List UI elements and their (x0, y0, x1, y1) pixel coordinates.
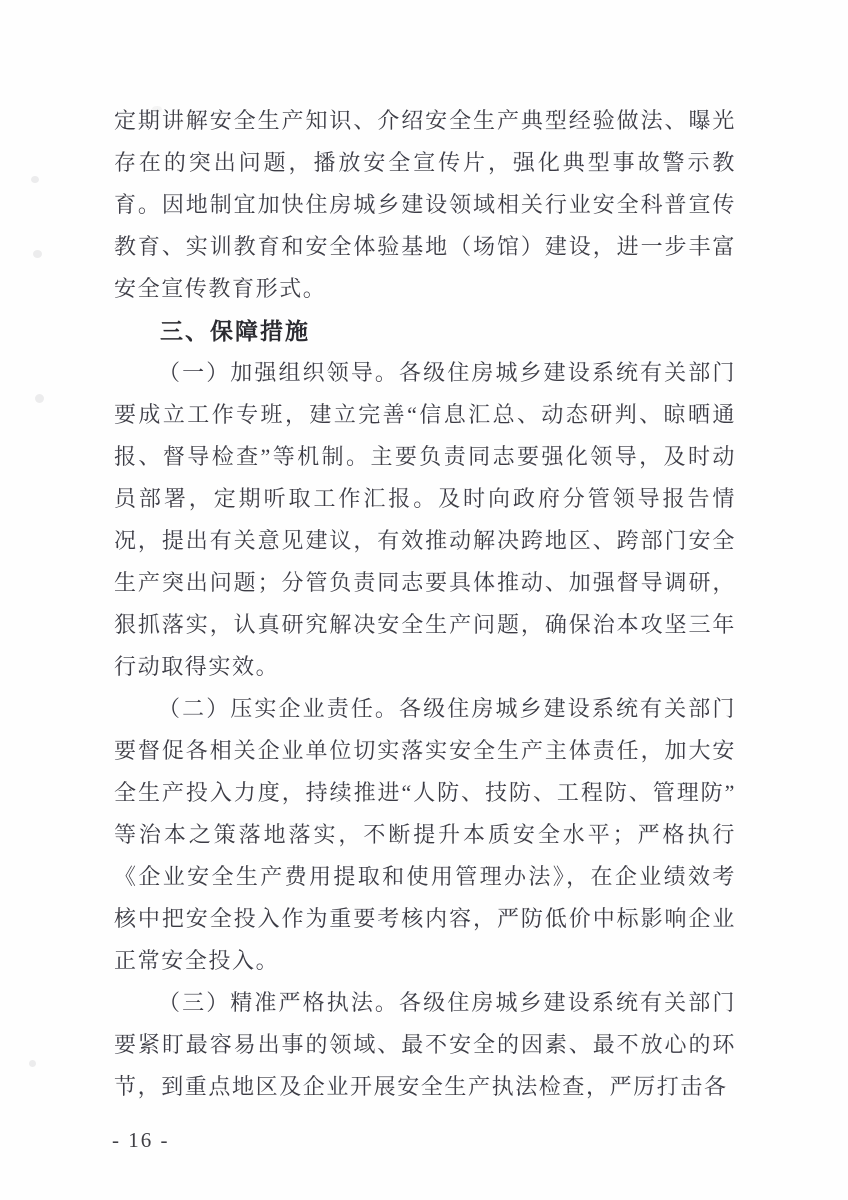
scan-speckle (33, 250, 42, 258)
paragraph-item-2-consolidate-enterprise-responsibility: （二）压实企业责任。各级住房城乡建设系统有关部门要督促各相关企业单位切实落实安全生产主体责任，加大安全生产投入力度，持续推进“人防、技防、工程防、管理防”等治本之策落地落实，不断提升本质安全水平；严格执行《企业安全生产费用提取和使用管理办法》，在企业绩效考核中把安全投入作为重要考核内容，严防低价中标影响企业正常安全投入。 (114, 696, 736, 973)
scan-speckle (29, 1060, 36, 1067)
scan-speckle (152, 106, 162, 112)
page-number: - 16 - (112, 1128, 170, 1152)
section-heading-safeguard-measures: 三、保障措施 (160, 318, 310, 344)
paragraph-item-1-strengthen-organizational-leadership: （一）加强组织领导。各级住房城乡建设系统有关部门要成立工作专班，建立完善“信息汇总、动态研判、晾晒通报、督导检查”等机制。主要负责同志要强化领导，及时动员部署，定期听取工作汇报。及时向政府分管领导报告情况，提出有关意见建议，有效推动解决跨地区、跨部门安全生产突出问题；分管负责同志要具体推动、加强督导调研，狠抓落实，认真研究解决安全生产问题，确保治本攻坚三年行动取得实效。 (114, 360, 736, 679)
scan-speckle (35, 394, 44, 403)
text-block (114, 100, 736, 1108)
paragraph-item-3-precise-strict-law-enforcement: （三）精准严格执法。各级住房城乡建设系统有关部门要紧盯最容易出事的领域、最不安全的因素、最不放心的环节，到重点地区及企业开展安全生产执法检查，严厉打击各 (114, 990, 736, 1099)
scan-speckle (31, 176, 39, 183)
paragraph-continuation: 定期讲解安全生产知识、介绍安全生产典型经验做法、曝光存在的突出问题，播放安全宣传片，强化典型事故警示教育。因地制宜加快住房城乡建设领域相关行业安全科普宣传教育、实训教育和安全体验基地（场馆）建设，进一步丰富安全宣传教育形式。 (114, 108, 736, 301)
